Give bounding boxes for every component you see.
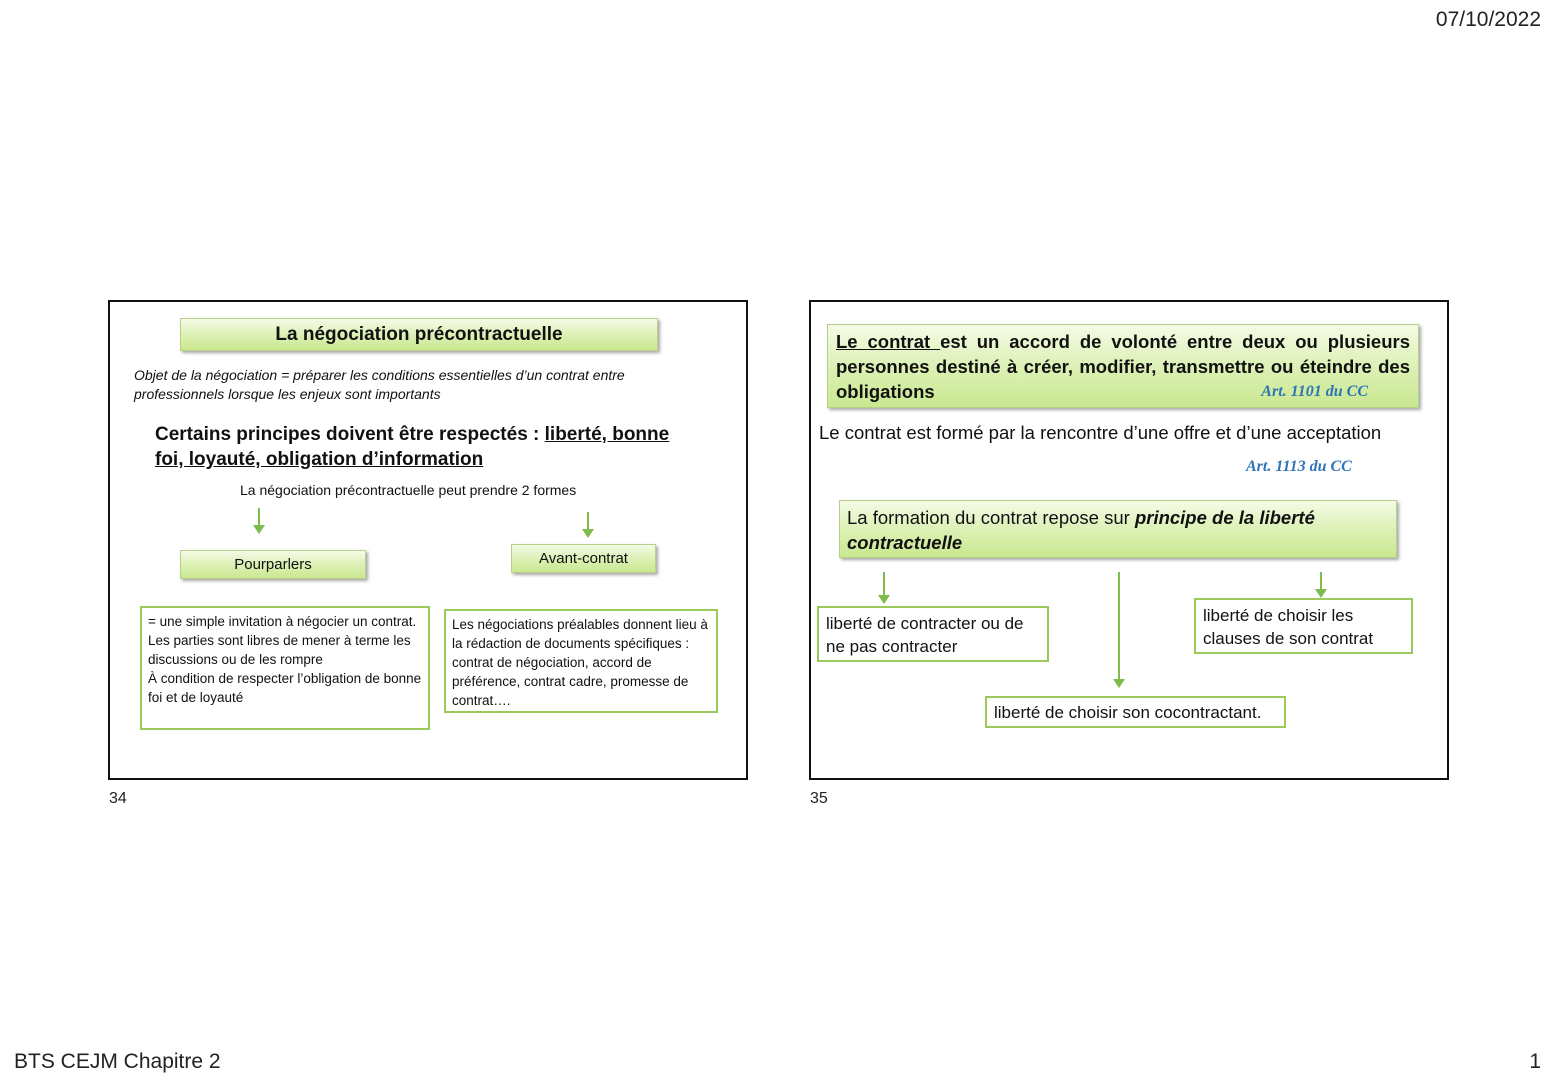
- principle-bold: principe de la liberté contractuelle: [847, 507, 1315, 553]
- slide-35-number: 35: [810, 790, 828, 807]
- definition-term: Le contrat: [836, 331, 941, 352]
- freedom-principle: [839, 500, 1397, 558]
- principles-list: liberté, bonne foi, loyauté, obligation d’information: [155, 424, 670, 470]
- avant-contrat-description: Les négociations préalables donnent lieu à la rédaction de documents spécifiques : contrat de négociation, accord de préférence, contrat cadre, promesse de contrat….: [444, 609, 718, 713]
- definition-text: est un accord de volonté entre deux ou plusieurs personnes destiné à créer, modifier, transmettre ou éteindre des obligations: [836, 331, 1410, 402]
- slide-34-number: 34: [109, 790, 127, 807]
- document-date: 07/10/2022: [1435, 8, 1541, 31]
- form-pourparlers: Pourparlers: [180, 550, 366, 579]
- freedom-of-clauses: liberté de choisir les clauses de son contrat: [1194, 598, 1413, 654]
- page-number: 1: [1529, 1050, 1541, 1073]
- course-title: BTS CEJM Chapitre 2: [14, 1050, 221, 1073]
- freedom-to-contract: liberté de contracter ou de ne pas contracter: [817, 606, 1049, 662]
- arrow-down-icon: [1118, 572, 1120, 686]
- forms-intro: La négociation précontractuelle peut prendre 2 formes: [240, 482, 577, 498]
- slide-34: [108, 300, 748, 780]
- article-1113: Art. 1113 du CC: [1246, 458, 1352, 475]
- principle-intro: La formation du contrat repose sur: [847, 507, 1135, 528]
- principles-statement: [155, 422, 675, 472]
- arrow-down-icon: [258, 508, 260, 532]
- arrow-down-icon: [587, 512, 589, 536]
- contract-definition: [827, 324, 1419, 408]
- freedom-of-cocontractor: liberté de choisir son cocontractant.: [985, 696, 1286, 728]
- slide-35: [809, 300, 1449, 780]
- arrow-down-icon: [1320, 572, 1322, 596]
- principles-intro: Certains principes doivent être respectés :: [155, 424, 545, 445]
- formation-statement: Le contrat est formé par la rencontre d’une offre et d’une acceptation: [819, 422, 1382, 443]
- form-avant-contrat: Avant-contrat: [511, 544, 656, 573]
- article-1101: Art. 1101 du CC: [1261, 383, 1368, 400]
- pourparlers-description: = une simple invitation à négocier un contrat. Les parties sont libres de mener à terme les discussions ou de les rompre À condition de respecter l’obligation de bonne foi et de loyauté: [140, 606, 430, 730]
- negotiation-objective: Objet de la négociation = préparer les conditions essentielles d’un contrat entre professionnels lorsque les enjeux sont importants: [134, 367, 625, 402]
- arrow-down-icon: [883, 572, 885, 602]
- slide-34-title: La négociation précontractuelle: [180, 318, 658, 351]
